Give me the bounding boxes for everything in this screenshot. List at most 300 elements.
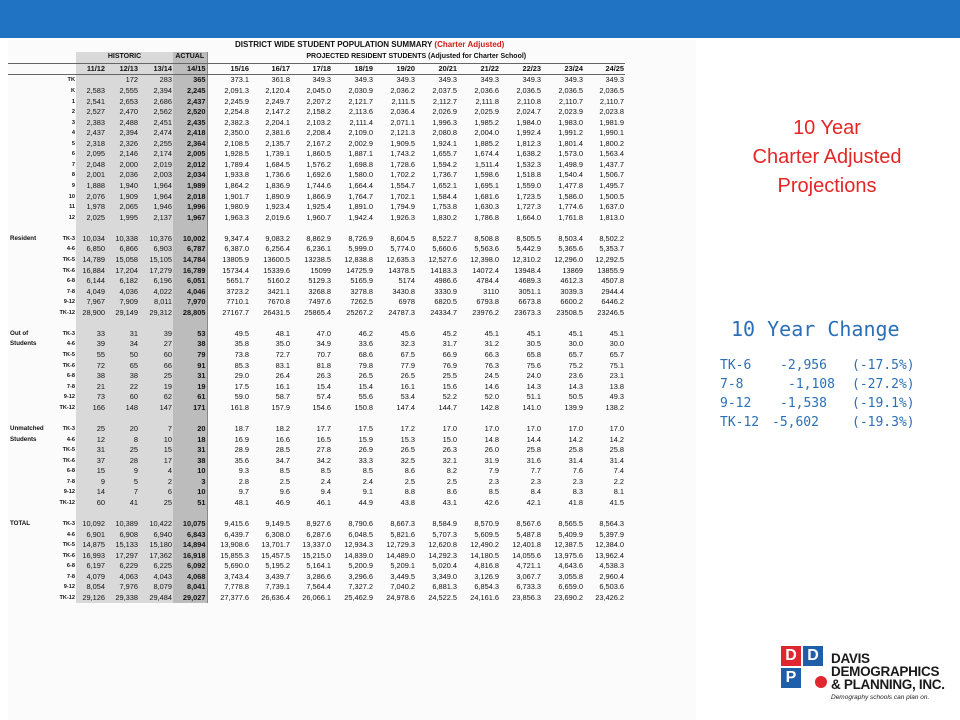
value-cell: 9,347.4 — [207, 234, 250, 245]
value-cell: 57.4 — [316, 392, 331, 402]
grade-label: 2 — [71, 109, 75, 116]
value-cell: 31.4 — [568, 455, 583, 465]
value-cell: 1,736.7 — [432, 170, 457, 180]
year-header: 18/19 — [332, 63, 374, 75]
section-label — [8, 392, 50, 403]
section-label — [8, 572, 50, 583]
value-cell: 24787.3 — [388, 307, 415, 317]
table-row — [8, 466, 625, 477]
value-cell: 3430.8 — [392, 286, 415, 296]
value-cell: 2,065 — [106, 202, 139, 213]
value-cell: 2,137 — [139, 212, 173, 223]
value-cell: 13948.4 — [514, 265, 541, 275]
change-row — [720, 356, 915, 375]
value-cell: 47.0 — [316, 328, 331, 338]
value-cell: 9,149.5 — [265, 519, 290, 529]
value-cell: 13869 — [562, 265, 583, 275]
value-cell: 29,338 — [106, 593, 139, 604]
value-cell: 2,418 — [173, 128, 207, 139]
spacer-cell — [76, 508, 106, 519]
value-cell: 2,025 — [76, 212, 106, 223]
value-cell: 60 — [76, 498, 106, 509]
value-cell: 14 — [76, 487, 106, 498]
value-cell: 8,011 — [139, 297, 173, 308]
value-cell: 3,349.0 — [432, 571, 457, 581]
value-cell: 26.5 — [400, 371, 415, 381]
logo-wordmark — [831, 652, 945, 691]
value-cell: 2,045.0 — [306, 85, 331, 95]
value-cell: 12,292.5 — [595, 254, 624, 264]
value-cell: 2,562 — [139, 107, 173, 118]
value-cell: 25865.4 — [304, 307, 331, 317]
table-row — [8, 529, 625, 540]
value-cell: 34.7 — [275, 455, 290, 465]
value-cell: 5,353.7 — [599, 244, 624, 254]
value-cell: 2.3 — [530, 476, 541, 486]
spacer-cell — [332, 508, 374, 519]
grade-label: 6-8 — [66, 563, 75, 570]
spacer-cell — [374, 508, 416, 519]
header-row-groups — [8, 52, 625, 63]
spacer-cell — [8, 223, 50, 234]
spacer-cell — [250, 318, 291, 329]
value-cell: 7.4 — [613, 466, 624, 476]
spacer-cell — [416, 318, 458, 329]
value-cell: 2.3 — [488, 476, 499, 486]
spacer-cell — [458, 413, 500, 424]
spacer-cell — [106, 413, 139, 424]
value-cell: 23976.2 — [472, 307, 499, 317]
value-cell: 2,023.8 — [599, 107, 624, 117]
value-cell: 26.4 — [275, 371, 290, 381]
section-label — [8, 540, 50, 551]
value-cell: 15.6 — [442, 381, 457, 391]
table-row — [8, 265, 625, 276]
value-cell: 349.3 — [438, 75, 457, 85]
table-row — [8, 234, 625, 245]
value-cell: 1,753.8 — [432, 202, 457, 212]
value-cell: 25 — [76, 424, 106, 435]
value-cell: 65 — [106, 360, 139, 371]
table-row — [8, 572, 625, 583]
value-cell: 6,503.6 — [599, 582, 624, 592]
value-cell: 65.8 — [526, 350, 541, 360]
change-row — [720, 394, 915, 413]
value-cell: 1,586.0 — [558, 191, 583, 201]
value-cell: 349.3 — [354, 75, 373, 85]
grade-label: 3 — [71, 119, 75, 126]
grade-label: 4-6 — [66, 531, 75, 538]
value-cell: 1,801.4 — [558, 138, 583, 148]
value-cell: 2.4 — [362, 476, 373, 486]
value-cell: 2.8 — [207, 477, 250, 488]
table-row — [8, 128, 625, 139]
spacer-cell — [207, 223, 250, 234]
value-cell: 29,027 — [173, 593, 207, 604]
value-cell: 5160.2 — [267, 276, 290, 286]
value-cell: 1,964 — [139, 191, 173, 202]
value-cell: 1,940 — [106, 181, 139, 192]
value-cell: 26.5 — [400, 445, 415, 455]
value-cell: 147.4 — [396, 402, 415, 412]
value-cell: 1,996 — [173, 202, 207, 213]
value-cell: 139.9 — [564, 402, 583, 412]
value-cell: 6,092 — [173, 561, 207, 572]
table-row — [8, 593, 625, 604]
value-cell: 15.0 — [442, 434, 457, 444]
value-cell: 1,963.3 — [207, 212, 250, 223]
value-cell: 4,079 — [76, 572, 106, 583]
value-cell: 2,076 — [76, 191, 106, 202]
value-cell: 10,376 — [139, 234, 173, 245]
value-cell: 4,068 — [173, 572, 207, 583]
value-cell: 22 — [106, 381, 139, 392]
spacer-cell — [173, 508, 207, 519]
value-cell: 14,839.0 — [344, 550, 373, 560]
grade-label: 7-8 — [66, 288, 75, 295]
value-cell: 14.3 — [568, 381, 583, 391]
actual-header: ACTUAL — [173, 52, 207, 63]
value-cell: 25 — [139, 498, 173, 509]
value-cell: 15,133 — [106, 540, 139, 551]
year-header: 14/15 — [173, 63, 207, 75]
table-row — [8, 540, 625, 551]
projected-header: PROJECTED RESIDENT STUDENTS (Adjusted for Charter School) — [207, 52, 625, 63]
value-cell: 1,888 — [76, 181, 106, 192]
value-cell: 7,778.8 — [207, 582, 250, 593]
value-cell: 28,900 — [76, 308, 106, 319]
value-cell: 1,980.9 — [207, 202, 250, 213]
value-cell: 1,946 — [139, 202, 173, 213]
spacer-cell — [500, 318, 542, 329]
value-cell: 27.8 — [316, 445, 331, 455]
value-cell: 2,036 — [106, 170, 139, 181]
logo-tile-d: D — [781, 646, 801, 666]
value-cell: 10 — [139, 434, 173, 445]
value-cell: 1,928.5 — [207, 149, 250, 160]
value-cell: 2,382.3 — [207, 117, 250, 128]
header-spacer — [8, 52, 50, 63]
value-cell: 25267.2 — [346, 307, 373, 317]
section-label — [8, 75, 50, 86]
value-cell: 14072.4 — [472, 265, 499, 275]
value-cell: 19 — [173, 381, 207, 392]
value-cell: 14,875 — [76, 540, 106, 551]
value-cell: 61 — [173, 392, 207, 403]
grade-label: 11 — [69, 204, 75, 211]
section-label — [8, 212, 50, 223]
spacer-row — [8, 318, 625, 329]
value-cell: 2,394 — [139, 86, 173, 97]
grade-label: 9-12 — [63, 489, 75, 496]
grade-label: TK-5 — [62, 542, 75, 549]
logo-line-3: & PLANNING, INC. — [831, 677, 945, 692]
value-cell: 2,249.7 — [265, 96, 290, 106]
value-cell: 1,933.8 — [207, 170, 250, 181]
section-label: Students — [10, 435, 37, 443]
value-cell: 1,978 — [76, 202, 106, 213]
value-cell: 5,660.6 — [432, 244, 457, 254]
value-cell: 60 — [106, 392, 139, 403]
value-cell: 52.2 — [442, 392, 457, 402]
value-cell: 79.8 — [358, 360, 373, 370]
spacer-cell — [291, 508, 332, 519]
value-cell: 50.5 — [568, 392, 583, 402]
value-cell: 43.8 — [400, 497, 415, 507]
value-cell: 5174 — [398, 276, 415, 286]
value-cell: 1,630.3 — [474, 202, 499, 212]
value-cell: 26431.5 — [263, 307, 290, 317]
value-cell: 8.2 — [446, 466, 457, 476]
value-cell: 5,209.1 — [390, 561, 415, 571]
value-cell: 2,318 — [76, 139, 106, 150]
value-cell: 62 — [139, 392, 173, 403]
section-label — [8, 128, 50, 139]
projection-callout — [717, 114, 937, 201]
value-cell: 27,377.6 — [207, 593, 250, 604]
value-cell: 1,967 — [173, 212, 207, 223]
value-cell: 65.7 — [609, 350, 624, 360]
value-cell: 6,733.3 — [516, 582, 541, 592]
value-cell: 7,909 — [106, 297, 139, 308]
value-cell: 1,728.6 — [390, 159, 415, 169]
value-cell: 68.6 — [358, 350, 373, 360]
year-header: 11/12 — [76, 63, 106, 75]
value-cell: 2,110.8 — [516, 96, 541, 106]
value-cell: 17 — [139, 455, 173, 466]
change-count: -1,538 — [780, 396, 827, 411]
value-cell: 1,695.1 — [474, 181, 499, 191]
section-label — [8, 445, 50, 456]
change-count: -2,956 — [780, 358, 827, 373]
value-cell: 38 — [173, 455, 207, 466]
value-cell: 75.2 — [568, 360, 583, 370]
value-cell: 15,105 — [139, 255, 173, 266]
spacer-cell — [76, 318, 106, 329]
value-cell: 31.2 — [484, 339, 499, 349]
value-cell: 349.3 — [564, 75, 583, 85]
value-cell: 9,415.6 — [207, 519, 250, 530]
value-cell: 5,487.8 — [516, 529, 541, 539]
value-cell: 17.2 — [400, 423, 415, 433]
value-cell: 85.3 — [207, 360, 250, 371]
table-row — [8, 339, 625, 350]
value-cell: 14,789 — [76, 255, 106, 266]
value-cell: 20 — [106, 424, 139, 435]
value-cell: 33.6 — [358, 339, 373, 349]
value-cell: 10,422 — [139, 519, 173, 530]
spacer-cell — [291, 413, 332, 424]
value-cell: 24.0 — [526, 371, 541, 381]
value-cell: 5,365.6 — [558, 244, 583, 254]
value-cell: 3,439.7 — [265, 571, 290, 581]
value-cell: 20 — [173, 424, 207, 435]
value-cell: 15 — [139, 445, 173, 456]
value-cell: 23,856.3 — [512, 592, 541, 602]
value-cell: 5,609.5 — [474, 529, 499, 539]
value-cell: 7710.1 — [207, 297, 250, 308]
value-cell: 7670.8 — [267, 297, 290, 307]
value-cell: 77.9 — [400, 360, 415, 370]
value-cell: 13,908.6 — [207, 540, 250, 551]
value-cell: 23246.5 — [597, 307, 624, 317]
value-cell: 6,881.3 — [432, 582, 457, 592]
value-cell: 81.8 — [316, 360, 331, 370]
value-cell: 2,435 — [173, 117, 207, 128]
value-cell: 6,225 — [139, 561, 173, 572]
year-header: 17/18 — [291, 63, 332, 75]
value-cell: 12,838.8 — [344, 254, 373, 264]
spacer-row — [8, 508, 625, 519]
value-cell: 8.6 — [404, 466, 415, 476]
value-cell: 2,653 — [106, 96, 139, 107]
value-cell: 28 — [106, 455, 139, 466]
value-cell: 1,885.2 — [474, 138, 499, 148]
value-cell: 12,934.3 — [344, 540, 373, 550]
value-cell: 31.6 — [526, 455, 541, 465]
value-cell: 8.8 — [404, 487, 415, 497]
value-cell: 4,721.1 — [516, 561, 541, 571]
spacer-cell — [139, 223, 173, 234]
grade-label: TK-12 — [59, 309, 75, 316]
table-row — [8, 371, 625, 382]
value-cell: 2.5 — [404, 476, 415, 486]
value-cell: 2,381.6 — [265, 128, 290, 138]
year-header: 20/21 — [416, 63, 458, 75]
table-row — [8, 582, 625, 593]
value-cell — [76, 75, 106, 86]
value-cell: 6,308.0 — [265, 529, 290, 539]
change-percent: (-27.2%) — [852, 377, 915, 392]
change-grade: TK-6 — [720, 358, 752, 373]
value-cell: 2,135.7 — [265, 138, 290, 148]
value-cell: 166 — [76, 403, 106, 414]
value-cell: 2,048 — [76, 160, 106, 171]
value-cell: 73 — [76, 392, 106, 403]
value-cell: 1,664.4 — [348, 181, 373, 191]
value-cell: 6,287.6 — [306, 529, 331, 539]
grade-label: TK-6 — [62, 552, 75, 559]
value-cell: 8,790.6 — [348, 519, 373, 529]
spacer-cell — [542, 318, 584, 329]
table-row — [8, 276, 625, 287]
value-cell: 1,761.8 — [558, 212, 583, 222]
value-cell: 2,112.7 — [432, 96, 457, 106]
value-cell: 23673.3 — [514, 307, 541, 317]
value-cell: 48.1 — [207, 498, 250, 509]
value-cell: 24,522.5 — [428, 592, 457, 602]
value-cell: 12,310.2 — [512, 254, 541, 264]
table-row — [8, 360, 625, 371]
sheet-title-main: DISTRICT WIDE STUDENT POPULATION SUMMARY — [235, 40, 435, 49]
value-cell: 1,925.4 — [306, 202, 331, 212]
value-cell: 3421.1 — [267, 286, 290, 296]
section-label — [8, 181, 50, 192]
value-cell: 8,079 — [139, 582, 173, 593]
value-cell: 3,743.4 — [207, 572, 250, 583]
value-cell: 14,055.6 — [512, 550, 541, 560]
value-cell: 6,901 — [76, 529, 106, 540]
value-cell: 2,520 — [173, 107, 207, 118]
value-cell: 1,800.2 — [599, 138, 624, 148]
value-cell: 18.7 — [207, 424, 250, 435]
value-cell: 2,012 — [173, 160, 207, 171]
spacer-cell — [106, 318, 139, 329]
value-cell: 12,490.2 — [470, 540, 499, 550]
section-label — [8, 244, 50, 255]
value-cell: 3,449.5 — [390, 571, 415, 581]
value-cell: 28,805 — [173, 308, 207, 319]
value-cell: 8,054 — [76, 582, 106, 593]
table-row — [8, 297, 625, 308]
value-cell: 6446.2 — [601, 297, 624, 307]
value-cell: 2,207.2 — [306, 96, 331, 106]
section-label — [8, 149, 50, 160]
table-row — [8, 139, 625, 150]
value-cell: 8.6 — [446, 487, 457, 497]
value-cell: 147 — [139, 403, 173, 414]
value-cell: 2,350.0 — [207, 128, 250, 139]
value-cell: 15339.6 — [263, 265, 290, 275]
table-row — [8, 434, 625, 445]
spacer-cell — [416, 223, 458, 234]
value-cell: 15,215.0 — [302, 550, 331, 560]
value-cell: 1,764.7 — [348, 191, 373, 201]
value-cell: 59.0 — [207, 392, 250, 403]
value-cell: 1,495.7 — [599, 181, 624, 191]
value-cell: 55 — [76, 350, 106, 361]
table-row — [8, 107, 625, 118]
value-cell: 7,564.4 — [306, 582, 331, 592]
value-cell: 1,887.1 — [348, 149, 373, 159]
value-cell: 349.3 — [312, 75, 331, 85]
value-cell: 8,565.5 — [558, 519, 583, 529]
table-row — [8, 75, 625, 86]
value-cell: 2,019.6 — [265, 212, 290, 222]
spacer-cell — [458, 508, 500, 519]
value-cell: 10,338 — [106, 234, 139, 245]
value-cell: 8,604.5 — [390, 233, 415, 243]
value-cell: 31 — [173, 371, 207, 382]
section-label — [8, 86, 50, 97]
value-cell: 13855.9 — [597, 265, 624, 275]
table-row — [8, 202, 625, 213]
value-cell: 1,652.1 — [432, 181, 457, 191]
value-cell: 26.3 — [316, 371, 331, 381]
section-label — [8, 286, 50, 297]
value-cell: 7.7 — [530, 466, 541, 476]
value-cell: 14,292.3 — [428, 550, 457, 560]
section-label — [8, 96, 50, 107]
value-cell: 2,120.4 — [265, 85, 290, 95]
value-cell: 25 — [139, 371, 173, 382]
grade-label: TK-3 — [62, 425, 75, 432]
value-cell: 7,327.2 — [348, 582, 373, 592]
value-cell: 1,983.0 — [558, 117, 583, 127]
value-cell: 15734.4 — [207, 265, 250, 276]
value-cell: 91 — [173, 360, 207, 371]
logo-tiles — [781, 646, 825, 702]
value-cell: 10 — [173, 487, 207, 498]
value-cell: 25.8 — [568, 445, 583, 455]
value-cell: 6673.8 — [518, 297, 541, 307]
callout-line-2: Charter Adjusted — [752, 146, 902, 168]
value-cell: 10,389 — [106, 519, 139, 530]
value-cell: 15.3 — [400, 434, 415, 444]
value-cell: 2,113.6 — [348, 107, 373, 117]
value-cell: 2,383 — [76, 117, 106, 128]
value-cell: 17,297 — [106, 550, 139, 561]
